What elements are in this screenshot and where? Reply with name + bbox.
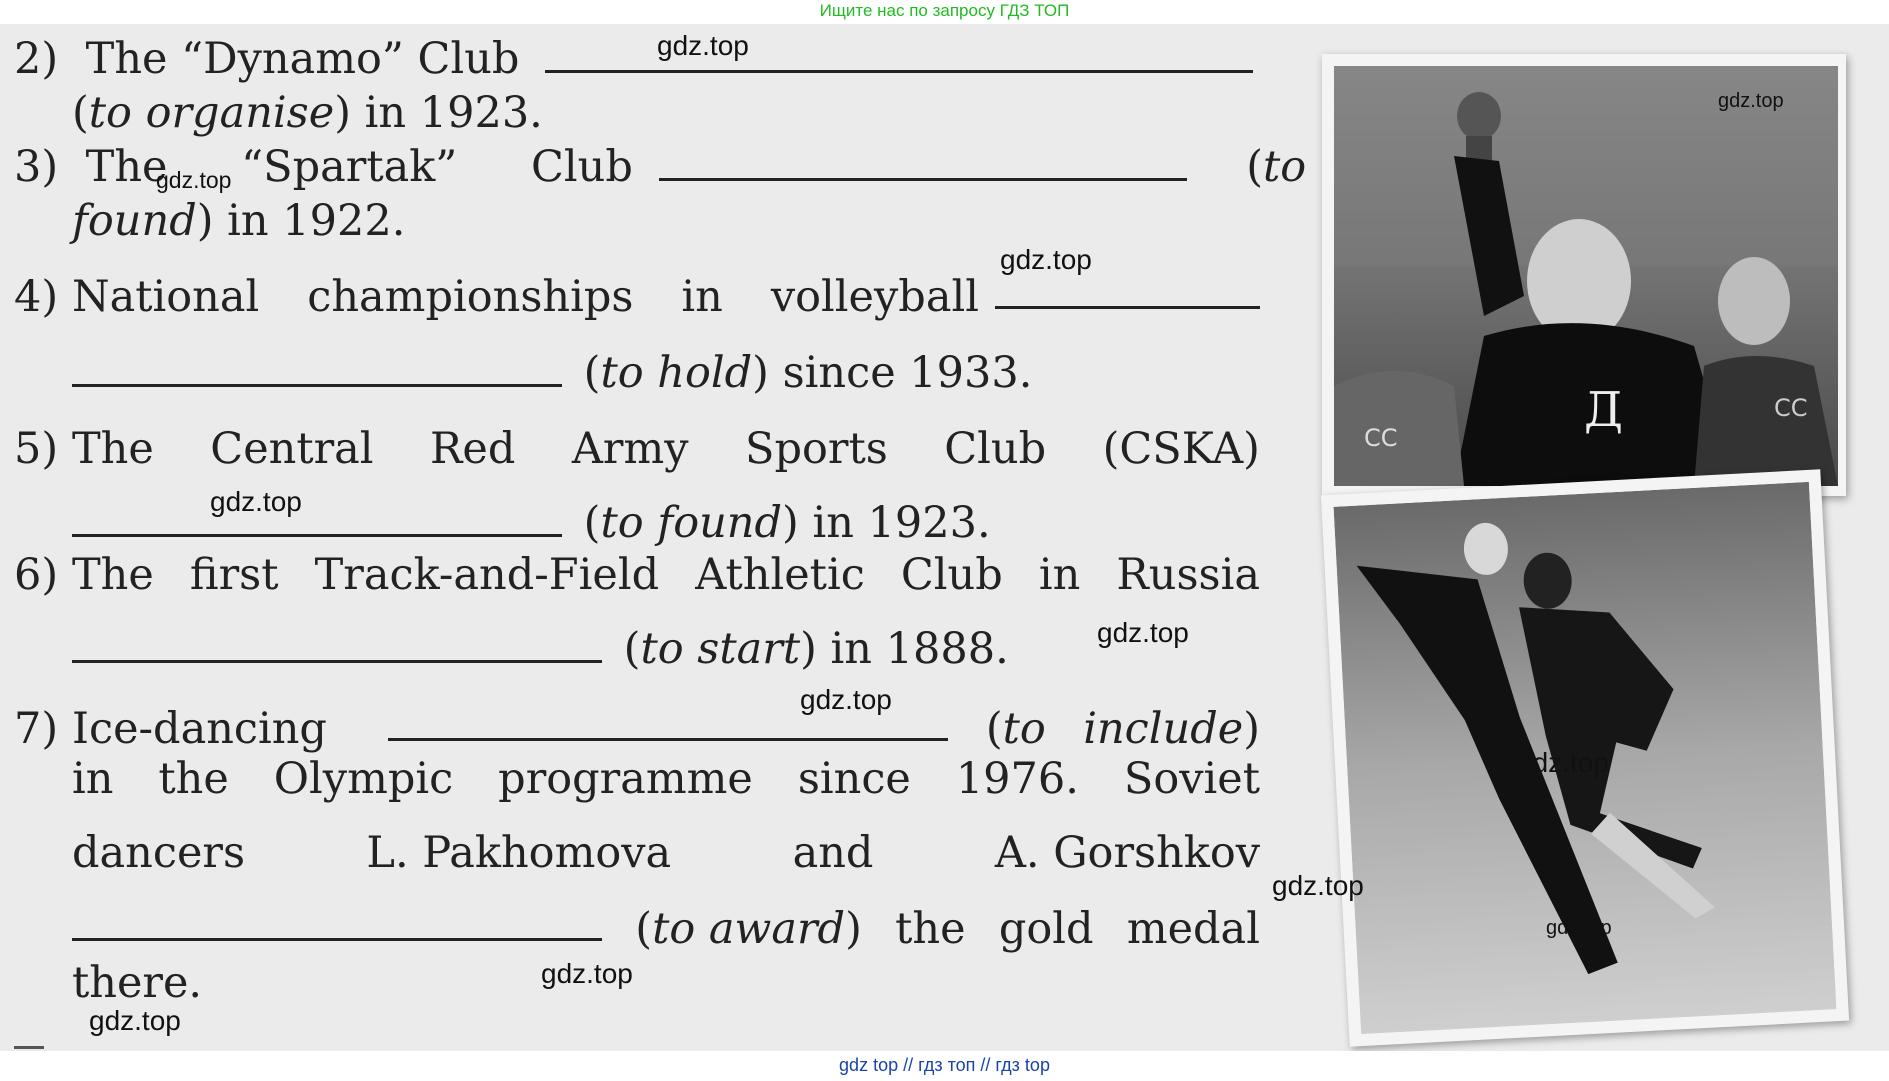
item-number: 5)	[14, 424, 59, 474]
watermark: gdz.top	[657, 30, 749, 61]
answer-blank[interactable]	[72, 500, 562, 537]
item-number: 2)	[14, 34, 59, 84]
verb-hint: to	[1262, 142, 1307, 192]
shirt-letters: СС	[1774, 394, 1808, 422]
item-text: (CSKA)	[1102, 424, 1260, 474]
jersey-letter: Д	[1584, 382, 1624, 438]
answer-blank[interactable]	[659, 144, 1187, 181]
item-text: A. Gorshkov	[994, 828, 1260, 878]
item-number: 6)	[14, 550, 59, 600]
item-text: volleyball	[770, 272, 979, 322]
watermark: gdz.top	[1718, 90, 1784, 112]
watermark: gdz.top	[1546, 917, 1612, 939]
item-text: ) in 1922.	[196, 196, 406, 246]
item-text: in	[1038, 550, 1081, 600]
answer-blank[interactable]	[72, 626, 602, 663]
item-text: championships	[307, 272, 634, 322]
watermark: gdz.top	[1272, 870, 1364, 901]
item-text: the	[158, 754, 229, 804]
item-text: medal	[1126, 904, 1260, 954]
item-text: Athletic	[695, 550, 865, 600]
item-text: Club	[944, 424, 1047, 474]
verb-hint: to	[1002, 704, 1046, 754]
watermark: gdz.top	[1097, 617, 1189, 648]
textbook-page: 2) The “Dynamo” Club (to organise) in 1923. 3) The “Spartak” Club (to found) in 1922. 4) National championships in volleyball (to hold) since 1933. 5) The Central Red Army Sports Club (CSKA) (to found) in 1923. 6) The first Track-and-Field Athletic Club in Russia (to start) in 1888. 7) Ice-dancing (to include) in the Olympic programme since 1976. Soviet dancers L. Pakhomova and A. Gorshkov (to award) the gold medal there. Д СС СС gdz.top gdz.top gdz.top gdz.top gdz.top gdz.top gdz.top gdz.top gdz.top gdz.top gdz.top gdz.top	[0, 24, 1889, 1051]
item-text: The	[85, 142, 168, 192]
answer-blank[interactable]	[995, 272, 1260, 309]
item-text: Soviet	[1123, 754, 1260, 804]
item-text: Club	[530, 142, 633, 192]
item-text: Track-and-Field	[314, 550, 660, 600]
item-text: in	[72, 754, 114, 804]
item-text: dancers	[72, 828, 246, 878]
item-text: Club	[900, 550, 1003, 600]
answer-blank[interactable]	[545, 36, 1253, 73]
item-text: The “Dynamo” Club	[85, 34, 520, 84]
item-text: Ice-dancing	[72, 704, 327, 754]
item-number: 4)	[14, 272, 59, 322]
watermark: gdz.top	[800, 684, 892, 715]
verb-hint: to start	[640, 624, 801, 674]
item-text: National	[72, 272, 260, 322]
watermark: gdz.top	[541, 958, 633, 989]
verb-hint: to organise	[88, 88, 335, 138]
item-text: Red	[430, 424, 516, 474]
watermark: gdz.top	[1000, 244, 1092, 275]
verb-hint: to hold	[600, 348, 753, 398]
verb-hint: to award	[652, 904, 846, 954]
goalkeeper-image	[1334, 66, 1838, 486]
top-banner[interactable]: Ищите нас по запросу ГДЗ ТОП	[819, 1, 1070, 20]
answer-blank[interactable]	[72, 904, 602, 941]
item-text: the	[895, 904, 966, 954]
item-text: The	[72, 424, 154, 474]
next-item-cutoff	[14, 1038, 1260, 1051]
item-text: in	[681, 272, 723, 322]
item-text: ) in 1923.	[334, 88, 543, 138]
shirt-letters: СС	[1364, 424, 1398, 452]
watermark: gdz.top	[156, 167, 232, 193]
watermark: gdz.top	[210, 486, 302, 517]
answer-blank[interactable]	[72, 350, 562, 387]
item-number: 7)	[14, 704, 59, 754]
item-text: Central	[210, 424, 374, 474]
item-text: Olympic	[273, 754, 454, 804]
item-text: Army	[571, 424, 689, 474]
watermark: gdz.top	[1517, 747, 1609, 778]
item-text: “Spartak”	[241, 142, 458, 192]
verb-hint: found	[72, 196, 197, 246]
item-text: and	[792, 828, 874, 878]
item-text: since	[797, 754, 911, 804]
verb-hint: to found	[600, 498, 783, 548]
bottom-footer[interactable]: gdz top // гдз топ // гдз top	[839, 1055, 1050, 1075]
item-text: The	[72, 550, 154, 600]
item-text: Russia	[1116, 550, 1260, 600]
item-text: first	[189, 550, 279, 600]
verb-hint: include	[1083, 704, 1244, 754]
item-number: 3)	[14, 142, 59, 192]
photo-goalkeeper-trophy	[1322, 54, 1846, 496]
item-text: there.	[72, 958, 203, 1008]
item-text: L. Pakhomova	[366, 828, 672, 878]
item-text: programme	[498, 754, 753, 804]
item-text: gold	[998, 904, 1094, 954]
item-text: ) in 1923.	[782, 498, 991, 548]
item-text: ) since 1933.	[752, 348, 1033, 398]
watermark: gdz.top	[89, 1005, 181, 1036]
item-text: ) in 1888.	[800, 624, 1009, 674]
item-text: 1976.	[955, 754, 1079, 804]
item-text: Sports	[745, 424, 888, 474]
